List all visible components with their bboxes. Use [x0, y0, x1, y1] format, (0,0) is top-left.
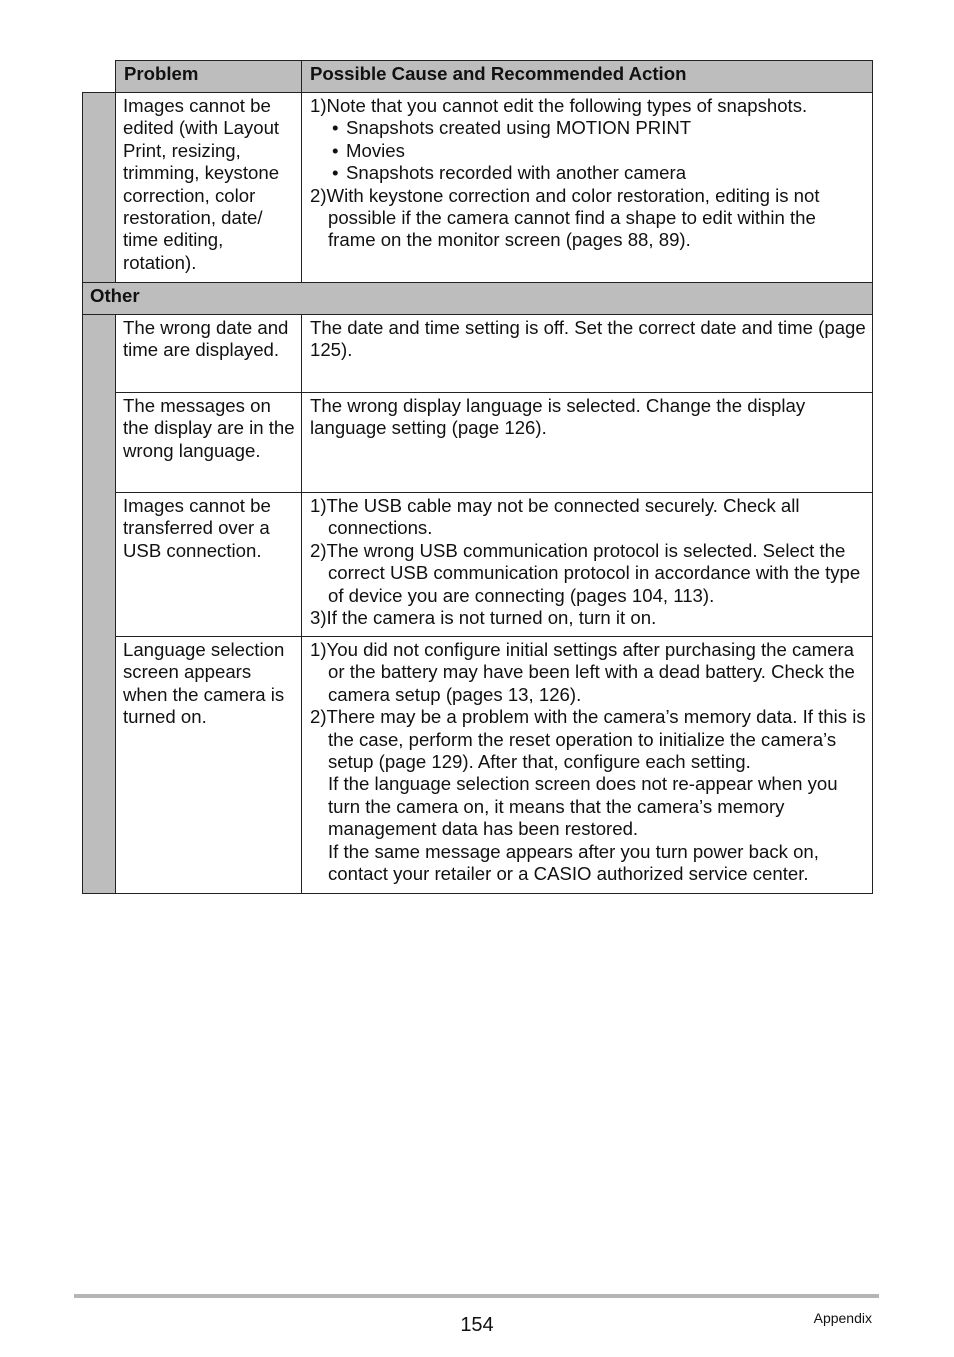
action-item: 2)There may be a problem with the camera’s memory data. If this is the case, perform the reset operation to initialize the camera’s setup (page 129). After that, configure each setting.	[310, 706, 866, 773]
action-item: 1)Note that you cannot edit the following types of snapshots.	[310, 95, 808, 116]
header-spacer	[83, 61, 116, 93]
table-row	[83, 493, 873, 637]
side-bar	[83, 315, 116, 894]
action-item: 1)The USB cable may not be connected securely. Check all connections.	[310, 495, 800, 539]
action-item: 3)If the camera is not turned on, turn it on.	[310, 607, 657, 629]
action-item: 1)You did not configure initial settings after purchasing the camera or the battery may have been left with a dead battery. Check the camera setup (pages 13, 126).	[310, 639, 855, 705]
side-bar	[83, 93, 116, 283]
table-row	[83, 93, 873, 283]
table-row	[83, 637, 873, 894]
table-header-row	[83, 61, 873, 93]
action-item: 2)With keystone correction and color restoration, editing is not possible if the camera cannot find a shape to edit within the frame on the monitor screen (pages 88, 89).	[310, 184, 820, 251]
header-action: Possible Cause and Recommended Action	[302, 61, 873, 93]
problem-cell: Images cannot be edited (with Layout Print, resizing, trimming, keystone correction, color restoration, date/ time editing, rotation).	[116, 93, 302, 283]
action-item: 2)The wrong USB communication protocol is selected. Select the correct USB communication protocol in accordance with the type of device you are connecting (pages 104, 113).	[310, 539, 861, 606]
problem-cell: Images cannot be transferred over a USB connection.	[116, 493, 302, 637]
section-title: Other	[83, 283, 873, 315]
footer-rule	[74, 1294, 879, 1298]
action-continuation: If the same message appears after you turn power back on, contact your retailer or a CASIO authorized service center.	[328, 840, 819, 885]
problem-cell: Language selection screen appears when the camera is turned on.	[116, 637, 302, 894]
bullet-item: • Movies	[332, 139, 405, 161]
action-cell	[302, 493, 873, 637]
action-cell: The wrong display language is selected. Change the display language setting (page 126).	[302, 393, 873, 493]
header-problem: Problem	[116, 61, 302, 93]
table-row	[83, 393, 873, 493]
action-cell	[302, 637, 873, 894]
problem-cell: The wrong date and time are displayed.	[116, 315, 302, 393]
problem-cell: The messages on the display are in the wrong language.	[116, 393, 302, 493]
bullet-item: • Snapshots recorded with another camera	[332, 162, 687, 184]
footer-section-label: Appendix	[813, 1310, 872, 1326]
section-row	[83, 283, 873, 315]
bullet-item: • Snapshots created using MOTION PRINT	[332, 117, 692, 139]
page-number: 154	[460, 1314, 494, 1336]
action-continuation: If the language selection screen does not re-appear when you turn the camera on, it means that the camera’s memory management data has been restored.	[328, 773, 838, 840]
table-row	[83, 315, 873, 393]
action-cell: The date and time setting is off. Set the correct date and time (page 125).	[302, 315, 873, 393]
troubleshooting-table	[82, 60, 873, 894]
action-cell	[302, 93, 873, 283]
